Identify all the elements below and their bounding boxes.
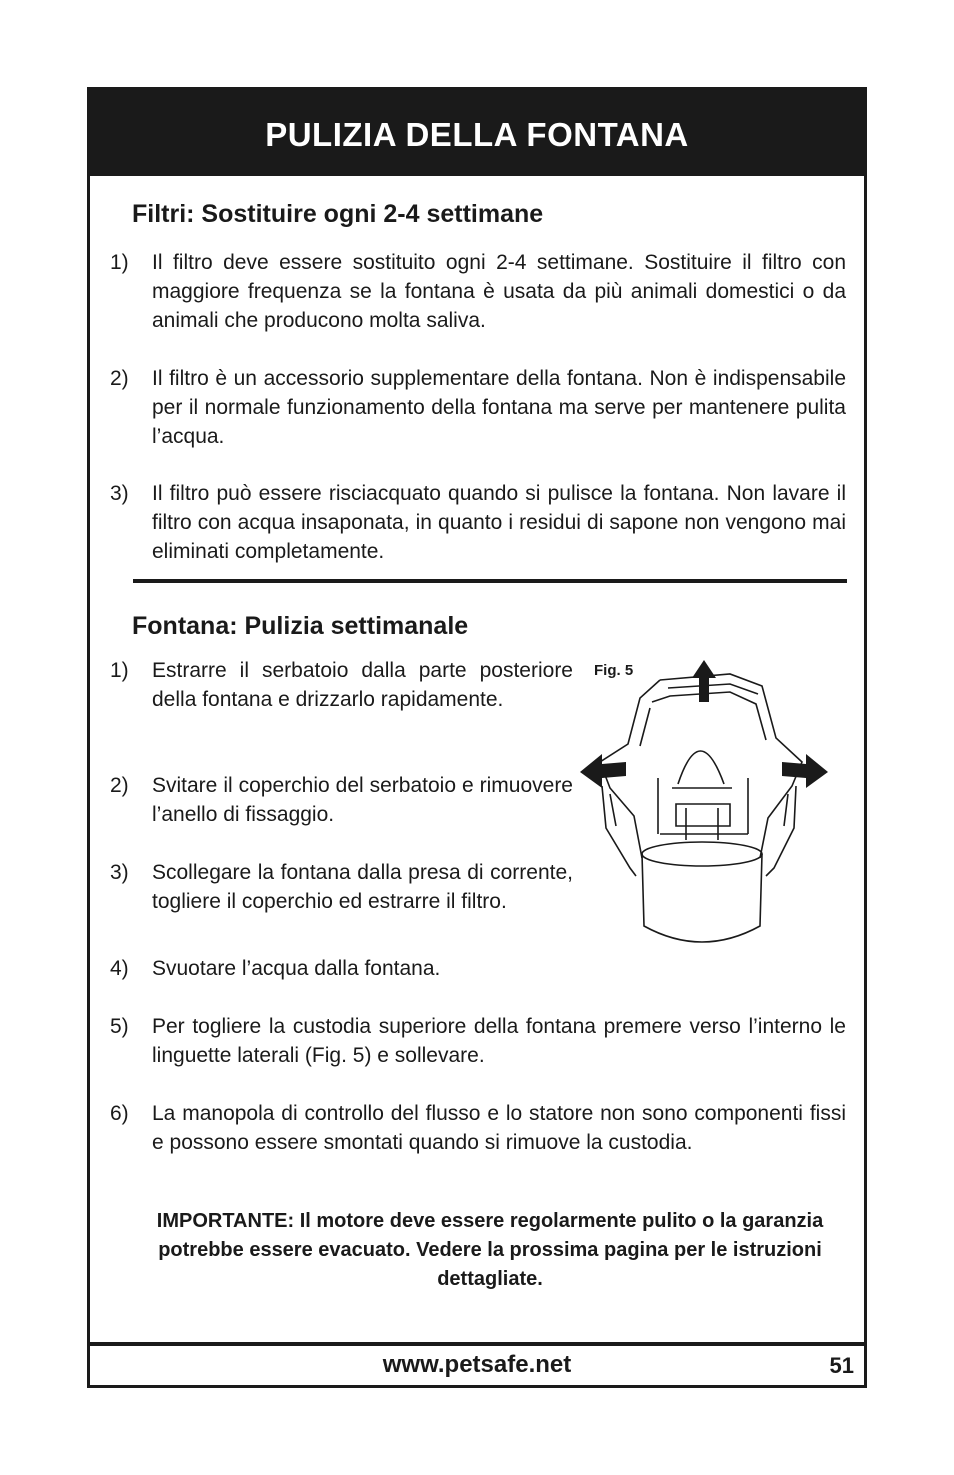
list-number: 4) [110,957,129,980]
header-bar [90,90,864,176]
list-text: Scollegare la fontana dalla presa di corrente, togliere il coperchio ed estrarre il filtro. [152,861,573,913]
page-title: PULIZIA DELLA FONTANA [265,116,689,153]
fountain-figure [580,658,828,954]
website-link[interactable]: www.petsafe.net [382,1351,572,1378]
list-number: 5) [110,1015,129,1038]
section-divider [133,579,847,583]
list-number: 6) [110,1102,129,1125]
section-title-filters: Filtri: Sostituire ogni 2-4 settimane [132,200,544,228]
list-text: Il filtro può essere risciacquato quando si pulisce la fontana. Non lavare il filtro con acqua insaponata, in quanto i residui di sapone non vengono mai eliminati completamente. [152,482,846,563]
list-text: Il filtro deve essere sostituito ogni 2-4 settimane. Sostituire il filtro con maggiore frequenza se la fontana è usata da più animali domestici o da animali che producono molta saliva. [152,251,846,332]
section-title-fountain: Fontana: Pulizia settimanale [132,612,469,640]
list-number: 3) [110,861,129,884]
list-number: 2) [110,774,129,797]
list-text: Svuotare l’acqua dalla fontana. [152,957,441,980]
list-text: La manopola di controllo del flusso e lo statore non sono componenti fissi e possono essere smontati quando si rimuove la custodia. [152,1102,846,1154]
list-number: 1) [110,659,129,682]
figure-label: Fig. 5 [594,662,634,679]
list-number: 3) [110,482,129,505]
footer-divider [90,1342,864,1346]
page-number: 51 [829,1353,854,1378]
list-text: Il filtro è un accessorio supplementare della fontana. Non è indispensabile per il normale funzionamento della fontana ma serve per mantenere pulita l’acqua. [152,367,846,448]
list-text: Svitare il coperchio del serbatoio e rimuovere l’anello di fissaggio. [152,774,573,826]
list-text: Estrarre il serbatoio dalla parte posteriore della fontana e drizzarlo rapidamente. [152,659,573,711]
list-number: 1) [110,251,129,274]
page-frame [87,87,867,1388]
list-number: 2) [110,367,129,390]
list-text: Per togliere la custodia superiore della fontana premere verso l’interno le linguette laterali (Fig. 5) e sollevare. [152,1015,846,1067]
important-note: IMPORTANTE: Il motore deve essere regolarmente pulito o la garanzia potrebbe essere evacuato. Vedere la prossima pagina per le istruzioni dettagliate. [156,1210,824,1290]
